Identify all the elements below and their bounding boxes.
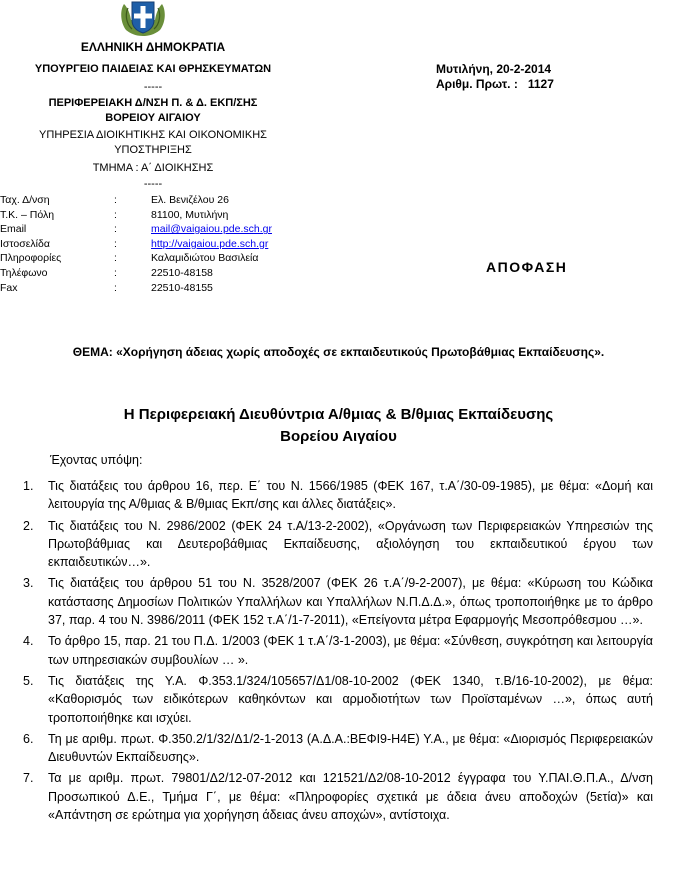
decision-title: ΑΠΟΦΑΣΗ [486,259,568,275]
separator: ----- [143,178,163,190]
country-name: ΕΛΛΗΝΙΚΗ ΔΗΜΟΚΡΑΤΙΑ [80,40,226,54]
contact-value: 22510-48155 [151,281,213,294]
contact-row-fax [0,281,272,296]
directorate-name: ΠΕΡΙΦΕΡΕΙΑΚΗ Δ/ΝΣΗ Π. & Δ. ΕΚΠ/ΣΗΣ [48,97,258,109]
contact-value: Ελ. Βενιζέλου 26 [151,194,229,206]
item-number: 7. [23,771,34,786]
service-name: ΥΠΗΡΕΣΙΑ ΔΙΟΙΚΗΤΙΚΗΣ ΚΑΙ ΟΙΚΟΝΟΜΙΚΗΣ [39,129,267,141]
protocol-number: 1127 [527,77,554,91]
contact-colon: : [114,208,117,221]
place-date: Μυτιλήνη, 20-2-2014 [436,62,552,76]
contact-label: Τηλέφωνο [0,266,48,279]
issuer-region: Βορείου Αιγαίου [280,428,397,445]
protocol-label: Αριθμ. Πρωτ. : [436,77,518,91]
contact-colon: : [114,223,117,236]
contact-row-email [0,222,272,237]
having-regard-label: Έχοντας υπόψη: [50,453,143,467]
contact-label: Fax [0,281,18,294]
item-text: Τις διατάξεις του Ν. 2986/2002 (ΦΕΚ 24 τ.Α/13-2-2002), «Οργάνωση των Περιφερειακών Υπηρεσιών της Πρωτοβάθμιας και Δευτεροβάθμιας Εκπαίδευσης, αξιολόγηση του εκπαιδευτικού έργου των εκπαιδευτικών…». [48,518,653,570]
item-text: Το άρθρο 15, παρ. 21 του Π.Δ. 1/2003 (ΦΕΚ 1 τ.Α΄/3-1-2003), με θέμα: «Σύνθεση, συγκρότηση και λειτουργία των υπηρεσιακών συμβουλίων … ». [48,634,653,667]
contact-colon: : [114,194,117,206]
item-number: 4. [23,634,34,649]
contact-colon: : [114,281,117,294]
item-text: Τις διατάξεις του άρθρου 16, περ. Ε΄ του Ν. 1566/1985 (ΦΕΚ 167, τ.Α΄/30-09-1985), με θέμα: «Δομή και λειτουργία της Α/θμιας & Β/θμιας Εκπ/σης και άλλες διατάξεις». [48,479,653,512]
contact-value: 81100, Μυτιλήνη [151,208,229,221]
subject-line: ΘΕΜΑ: «Χορήγηση άδειας χωρίς αποδοχές σε εκπαιδευτικούς Πρωτοβάθμιας Εκπαίδευσης». [72,345,605,359]
item-number: 3. [23,576,34,591]
item-text: Τις διατάξεις της Υ.Α. Φ.353.1/324/105657/Δ1/08-10-2002 (ΦΕΚ 1340, τ.Β/16-10-2002), με θέμα: «Καθορισμός των ειδικότερων καθηκόντων και αρμοδιοτήτων των Προϊσταμένων …», όπως αυτή τροποποιήθηκε και ισχύει. [48,673,653,725]
issuer-heading [0,404,677,448]
contact-value: 22510-48158 [151,266,213,279]
contact-value: Καλαμιδιώτου Βασιλεία [151,252,259,265]
considerations-list [23,477,653,827]
item-text: Τις διατάξεις του άρθρου 51 του Ν. 3528/2007 (ΦΕΚ 26 τ.Α΄/9-2-2007), με θέμα: «Κύρωση του Κώδικα κατάστασης Δημοσίων Πολιτικών Υπαλλήλων και Υπαλλήλων Ν.Π.Δ.Δ.», όπως τροποποιήθηκε με το άρθρο 37, παρ. 4 του Ν. 3986/2011 (ΦΕΚ 152 τ.Α΄/1-7-2011), «Επείγοντα μέτρα Εφαρμογής Μεσοπρόθεσμου …». [48,576,653,628]
list-item [23,730,653,767]
service-name-cont: ΥΠΟΣΤΗΡΙΞΗΣ [114,144,192,156]
list-item [23,477,653,514]
item-number: 6. [23,731,34,746]
contact-row-info [0,251,272,266]
contact-label: Ιστοσελίδα [0,237,50,250]
department-name: ΤΜΗΜΑ : Α΄ ΔΙΟΙΚΗΣΗΣ [92,162,214,174]
item-number: 2. [23,518,34,533]
contact-info [0,193,272,295]
contact-label: Ταχ. Δ/νση [0,194,50,206]
list-item [23,517,653,572]
item-number: 5. [23,673,34,688]
contact-row-phone [0,266,272,281]
issuer-title: Η Περιφερειακή Διευθύντρια Α/θμιας & Β/θμιας Εκπαίδευσης [123,406,554,423]
list-item [23,672,653,727]
item-number: 1. [23,479,34,493]
contact-colon: : [114,252,117,265]
directorate-region: ΒΟΡΕΙΟΥ ΑΙΓΑΙΟΥ [105,112,201,124]
website-link[interactable]: http://vaigaiou.pde.sch.gr [151,237,269,250]
item-text: Τη με αριθμ. πρωτ. Φ.350.2/1/32/Δ1/2-1-2013 (Α.Δ.Α.:ΒΕΦΙ9-Η4Ε) Υ.Α., με θέμα: «Διορισμός Περιφερειακών Διευθυντών Εκπαίδευσης». [48,731,653,765]
separator: ----- [143,81,163,93]
document-meta [436,62,554,92]
contact-colon: : [114,237,117,250]
contact-colon: : [114,266,117,279]
contact-label: Πληροφορίες [0,252,62,265]
coat-of-arms-icon [118,0,168,36]
ministry-name: ΥΠΟΥΡΓΕΙΟ ΠΑΙΔΕΙΑΣ ΚΑΙ ΘΡΗΣΚΕΥΜΑΤΩΝ [34,63,272,75]
contact-row-address [0,193,272,208]
email-link[interactable]: mail@vaigaiou.pde.sch.gr [151,223,272,236]
contact-label: Τ.Κ. – Πόλη [0,208,55,221]
protocol-line [436,77,554,92]
list-item [23,574,653,629]
contact-label: Email [0,223,27,236]
contact-row-postcode [0,208,272,223]
list-item [23,769,653,824]
list-item [23,632,653,669]
contact-row-website [0,237,272,252]
item-text: Τα με αριθμ. πρωτ. 79801/Δ2/12-07-2012 και 121521/Δ2/08-10-2012 έγγραφα του Υ.ΠΑΙ.Θ.Π.Α., Δ/νση Προσωπικού Δ.Ε., Τμήμα Γ΄, με θέμα: «Πληροφορίες σχετικά με άδεια άνευ αποδοχών (5ετία)» και «Απάντηση σε ερώτημα για χορήγηση άδειας άνευ αποχών», αντίστοιχα. [48,771,653,823]
